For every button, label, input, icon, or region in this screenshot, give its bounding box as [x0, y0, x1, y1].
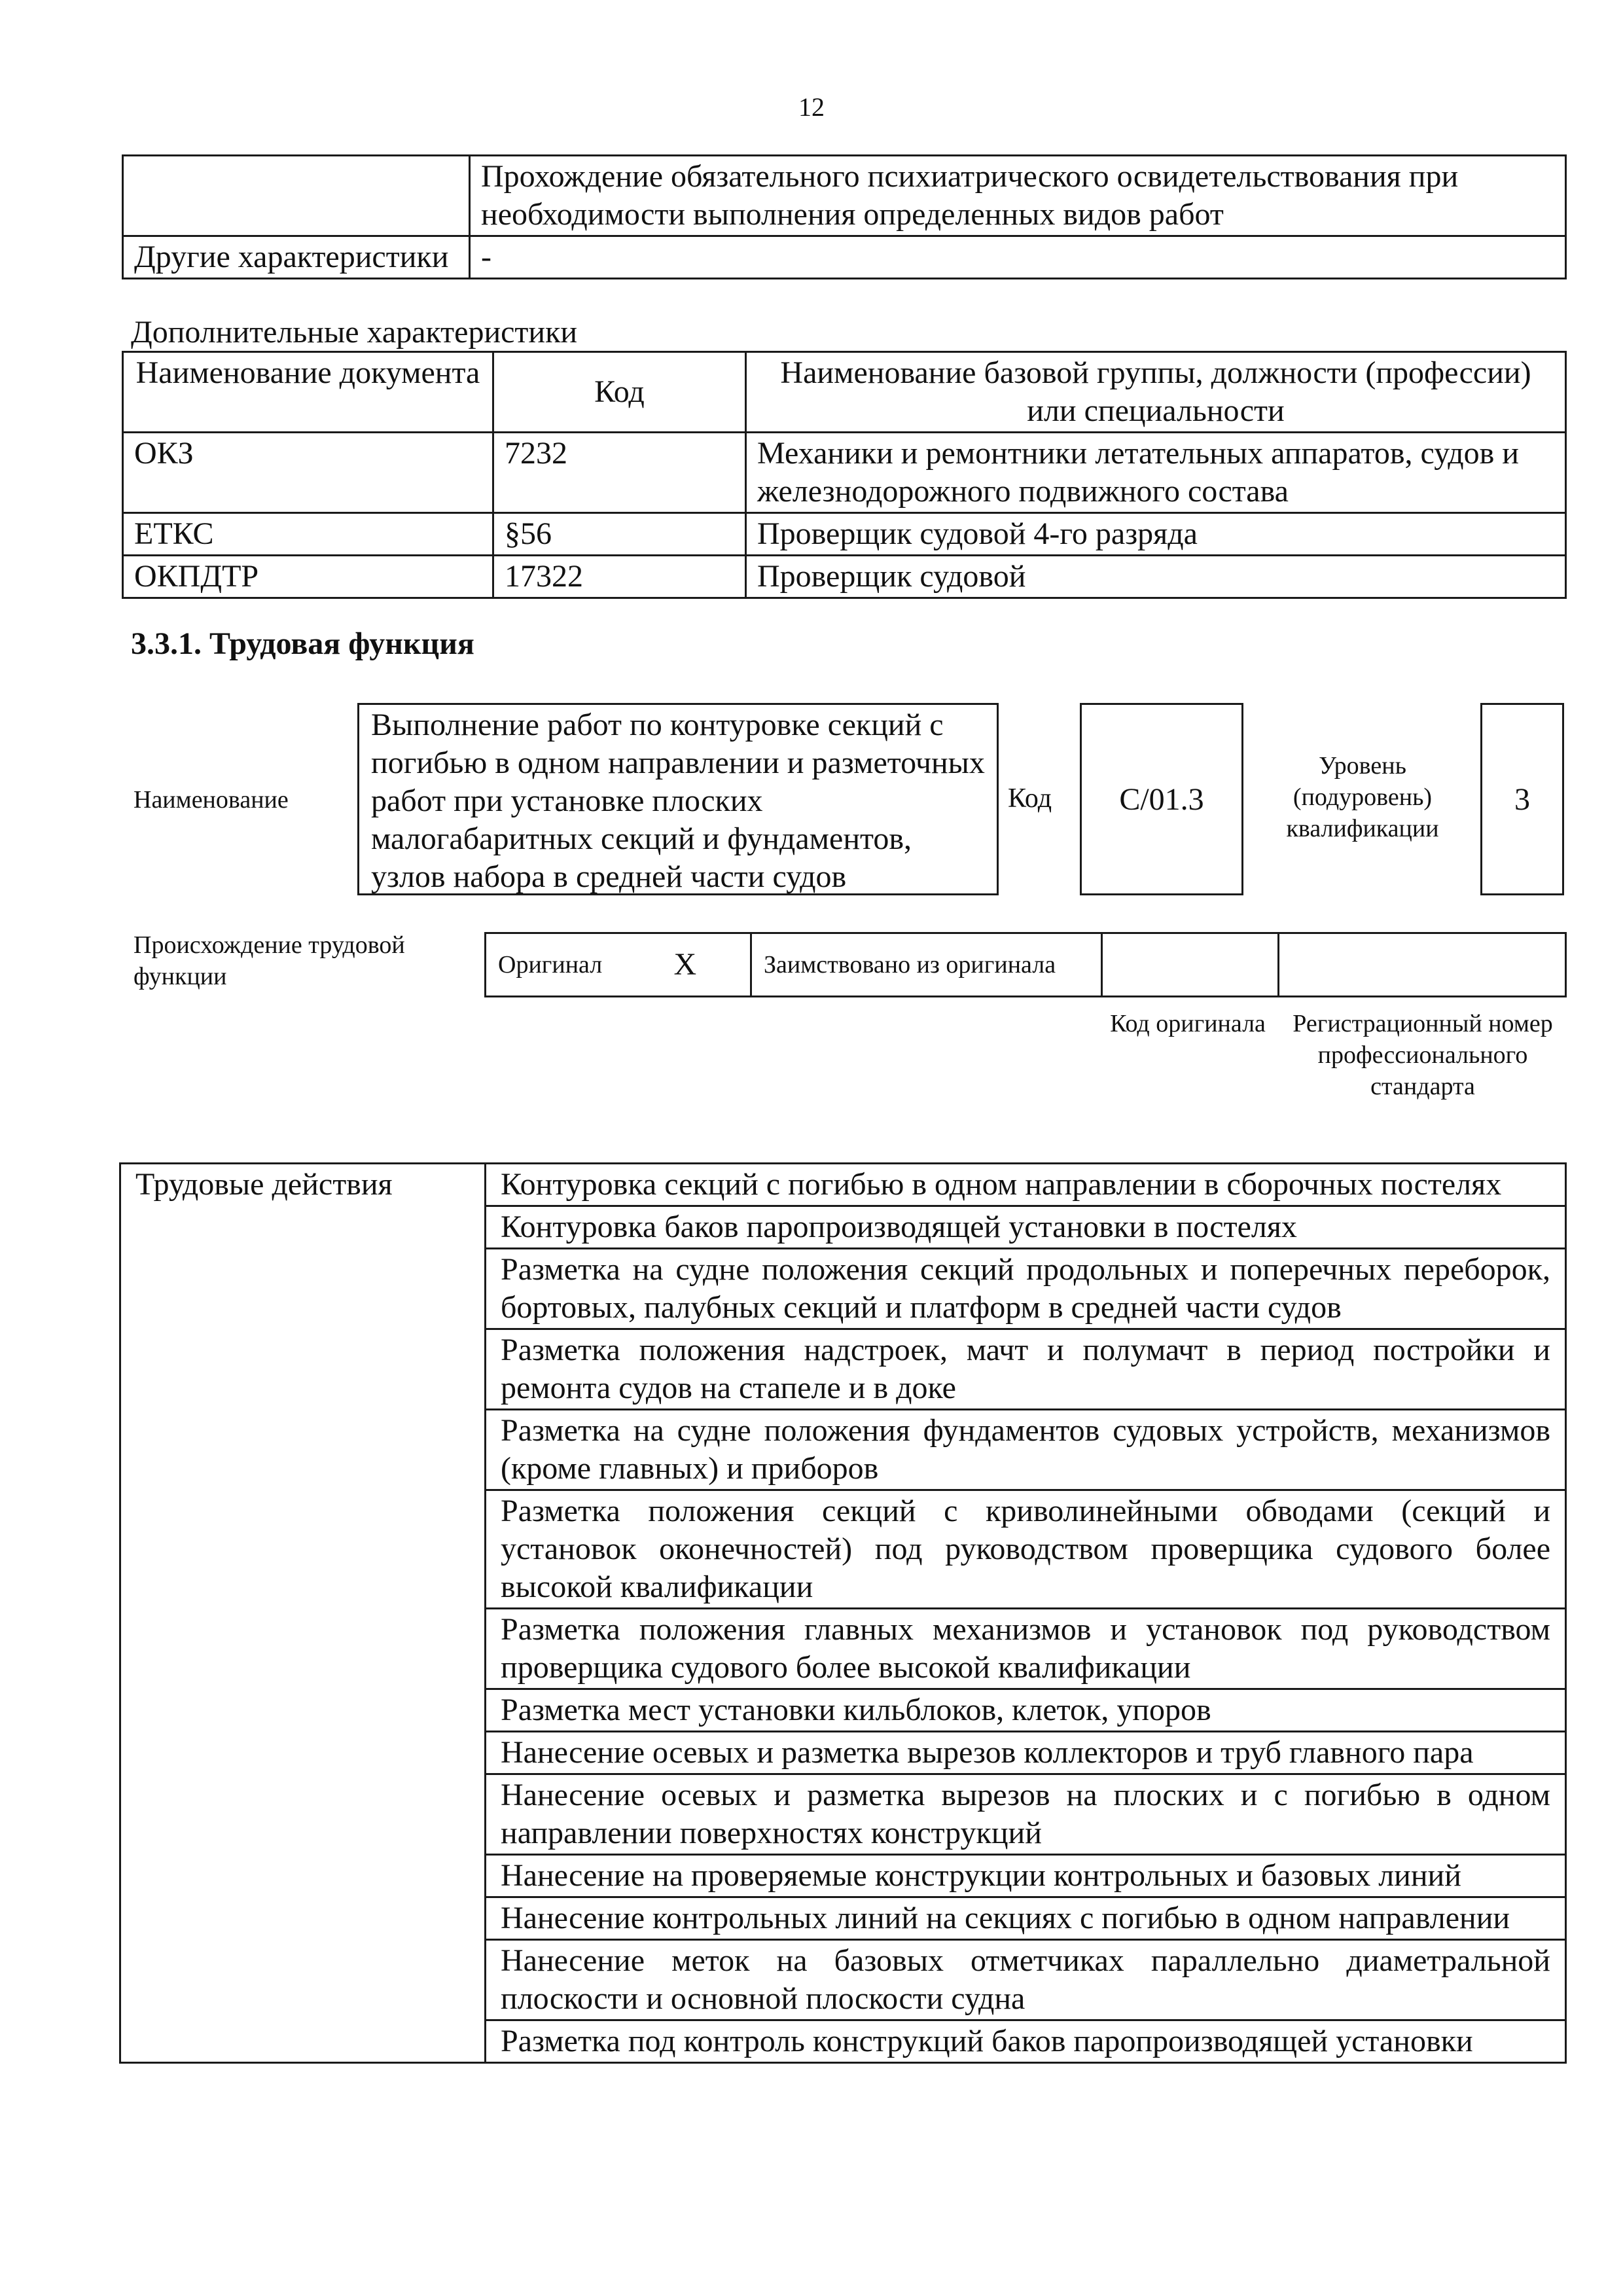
table-cell: Другие характеристики: [123, 236, 470, 279]
table-header-cell: Код: [493, 352, 746, 433]
table-row: [120, 1164, 1566, 1206]
labor-action-item: Разметка на судне положения секций продольных и поперечных переборок, бортовых, палубных секций и платформ в средней части судов: [486, 1249, 1566, 1329]
labor-action-item: Нанесение осевых и разметка вырезов коллекторов и труб главного пара: [486, 1732, 1566, 1774]
requirements-table: [122, 154, 1567, 279]
labor-actions-table: [119, 1162, 1567, 2064]
labor-action-item: Разметка положения главных механизмов и установок под руководством проверщика судового более высокой квалификации: [486, 1609, 1566, 1689]
table-cell: ОКПДТР: [123, 556, 493, 598]
labor-action-item: Нанесение осевых и разметка вырезов на плоских и с погибью в одном направлении поверхностях конструкций: [486, 1774, 1566, 1855]
table-cell: -: [470, 236, 1566, 279]
table-cell: Прохождение обязательного психиатрического освидетельствования при необходимости выполнения определенных видов работ: [470, 156, 1566, 236]
qualification-level-label: Уровень (подуровень) квалификации: [1286, 752, 1439, 842]
table-header-cell: Наименование документа: [123, 352, 493, 433]
labor-action-item: Разметка под контроль конструкций баков паропроизводящей установки: [486, 2020, 1566, 2063]
table-row: [123, 433, 1566, 513]
table-cell: ОКЗ: [123, 433, 493, 513]
labor-action-item: Разметка мест установки кильблоков, клеток, упоров: [486, 1689, 1566, 1732]
borrowed-label-cell: Заимствовано из оригинала: [751, 933, 1102, 997]
table-header-row: [123, 352, 1566, 433]
table-cell: 7232: [493, 433, 746, 513]
function-name-box: Выполнение работ по контуровке секций с погибью в одном направлении и разметочных работ при установке плоских малогабаритных секций и фундаментов, узлов набора в средней части судов: [357, 703, 999, 895]
labor-actions-label: Трудовые действия: [120, 1164, 486, 2063]
table-cell: ЕТКС: [123, 513, 493, 556]
code-original-cell: [1102, 933, 1279, 997]
table-row: [123, 556, 1566, 598]
qualification-level-box: 3: [1480, 703, 1564, 895]
original-label-cell: Оригинал: [486, 933, 662, 997]
labor-action-item: Контуровка баков паропроизводящей установки в постелях: [486, 1206, 1566, 1249]
section-title: 3.3.1. Трудовая функция: [131, 626, 474, 661]
table-cell: Проверщик судовой: [746, 556, 1566, 598]
labor-action-item: Нанесение меток на базовых отметчиках параллельно диаметральной плоскости и основной плоскости судна: [486, 1940, 1566, 2020]
page-number: 12: [798, 92, 825, 122]
table-header-cell: Наименование базовой группы, должности (профессии) или специальности: [746, 352, 1566, 433]
table-cell: Проверщик судовой 4-го разряда: [746, 513, 1566, 556]
function-code-label: Код: [1008, 783, 1052, 814]
table-row: [486, 933, 1566, 997]
table-cell: Механики и ремонтники летательных аппаратов, судов и железнодорожного подвижного состава: [746, 433, 1566, 513]
table-cell: §56: [493, 513, 746, 556]
labor-action-item: Разметка на судне положения фундаментов судовых устройств, механизмов (кроме главных) и приборов: [486, 1410, 1566, 1490]
labor-action-item: Нанесение контрольных линий на секциях с погибью в одном направлении: [486, 1897, 1566, 1940]
labor-action-item: Разметка положения секций с криволинейными обводами (секций и установок оконечностей) под руководством проверщика судового более высокой квалификации: [486, 1490, 1566, 1609]
table-row: [123, 513, 1566, 556]
table-row: [123, 156, 1566, 236]
table-cell: [123, 156, 470, 236]
function-origin-label: Происхождение трудовой функции: [134, 931, 405, 990]
labor-action-item: Контуровка секций с погибью в одном направлении в сборочных постелях: [486, 1164, 1566, 1206]
function-name-label: Наименование: [134, 786, 289, 814]
code-original-label: Код оригинала: [1110, 1010, 1266, 1037]
labor-action-item: Разметка положения надстроек, мачт и полумачт в период постройки и ремонта судов на стапеле и в доке: [486, 1329, 1566, 1410]
original-mark-cell: X: [662, 933, 751, 997]
function-code-box: C/01.3: [1080, 703, 1243, 895]
labor-action-item: Нанесение на проверяемые конструкции контрольных и базовых линий: [486, 1855, 1566, 1897]
table-row: [123, 236, 1566, 279]
reg-number-cell: [1279, 933, 1566, 997]
additional-characteristics-table: [122, 351, 1567, 599]
additional-characteristics-title: Дополнительные характеристики: [131, 315, 578, 350]
function-origin-table: [484, 932, 1567, 997]
reg-number-label: Регистрационный номер профессионального стандарта: [1293, 1010, 1553, 1100]
table-cell: 17322: [493, 556, 746, 598]
